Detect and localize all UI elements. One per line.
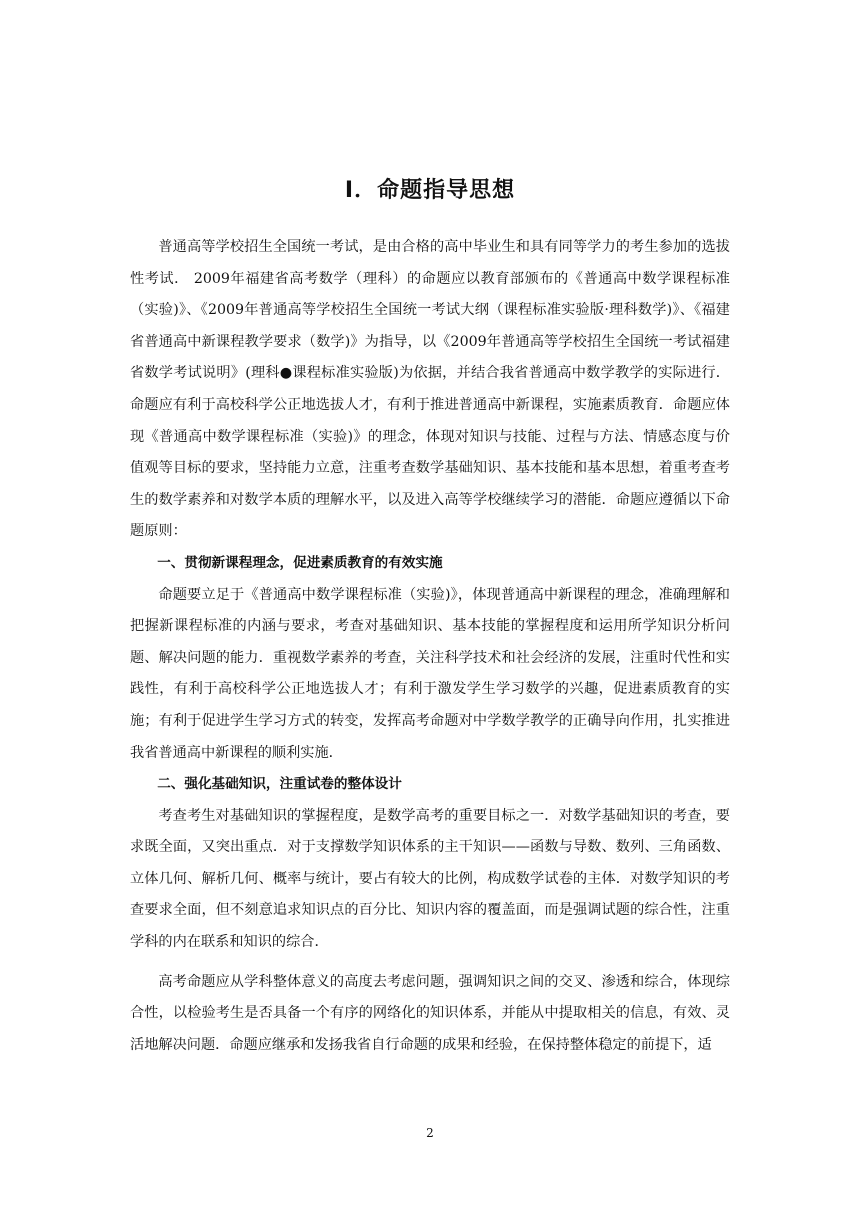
page-title: Ⅰ．命题指导思想 xyxy=(344,178,516,203)
paragraph-section-2a: 考查考生对基础知识的掌握程度，是数学高考的重要目标之一．对数学基础知识的考查，要求既全面，又突出重点．对于支撑数学知识体系的主干知识——函数与导数、数列、三角函数、立体几何、解析几何、概率与统计，要占有较大的比例，构成数学试卷的主体．对数学知识的考查要求全面，但不刻意追求知识点的百分比、知识内容的覆盖面，而是强调试题的综合性，注重学科的内在联系和知识的综合． xyxy=(130,807,730,951)
section-heading-2: 二、强化基础知识，注重试卷的整体设计 xyxy=(157,776,402,793)
paragraph-intro: 普通高等学校招生全国统一考试，是由合格的高中毕业生和具有同等学力的考生参加的选拔性考试． 2009年福建省高考数学（理科）的命题应以教育部颁布的《普通高中数学课程标准（实验)》、《2009年普通高等学校招生全国统一考试大纲（课程标准实验版·理科数学)》、《福建省普通高中新课程教学要求（数学)》为指导，以《2009年普通高等学校招生全国统一考试福建省数学考试说明》(理科●课程标准实验版)为依据，并结合我省普通高中数学教学的实际进行．命题应有利于高校科学公正地选拔人才，有利于推进普通高中新课程，实施素质教育．命题应体现《普通高中数学课程标准（实验)》的理念，体现对知识与技能、过程与方法、情感态度与价值观等目标的要求，坚持能力立意，注重考查数学基础知识、基本技能和基本思想，着重考查考生的数学素养和对数学本质的理解水平，以及进入高等学校继续学习的潜能．命题应遵循以下命题原则： xyxy=(130,239,730,540)
paragraph-section-1: 命题要立足于《普通高中数学课程标准（实验)》，体现普通高中新课程的理念，准确理解和把握新课程标准的内涵与要求，考查对基础知识、基本技能的掌握程度和运用所学知识分析问题、解决问题的能力．重视数学素养的考查，关注科学技术和社会经济的发展，注重时代性和实践性，有利于高校科学公正地选拔人才；有利于激发学生学习数学的兴趣，促进素质教育的实施；有利于促进学生学习方式的转变，发挥高考命题对中学数学教学的正确导向作用，扎实推进我省普通高中新课程的顺利实施． xyxy=(130,586,730,761)
paragraph-section-2b: 高考命题应从学科整体意义的高度去考虑问题，强调知识之间的交叉、渗透和综合，体现综合性，以检验考生是否具备一个有序的网络化的知识体系，并能从中提取相关的信息，有效、灵活地解决问题．命题应继承和发扬我省自行命题的成果和经验，在保持整体稳定的前提下，适 xyxy=(130,973,730,1053)
document-body xyxy=(130,232,730,1061)
page-number: 2 xyxy=(426,1126,434,1140)
section-heading-1: 一、贯彻新课程理念，促进素质教育的有效实施 xyxy=(157,554,443,571)
